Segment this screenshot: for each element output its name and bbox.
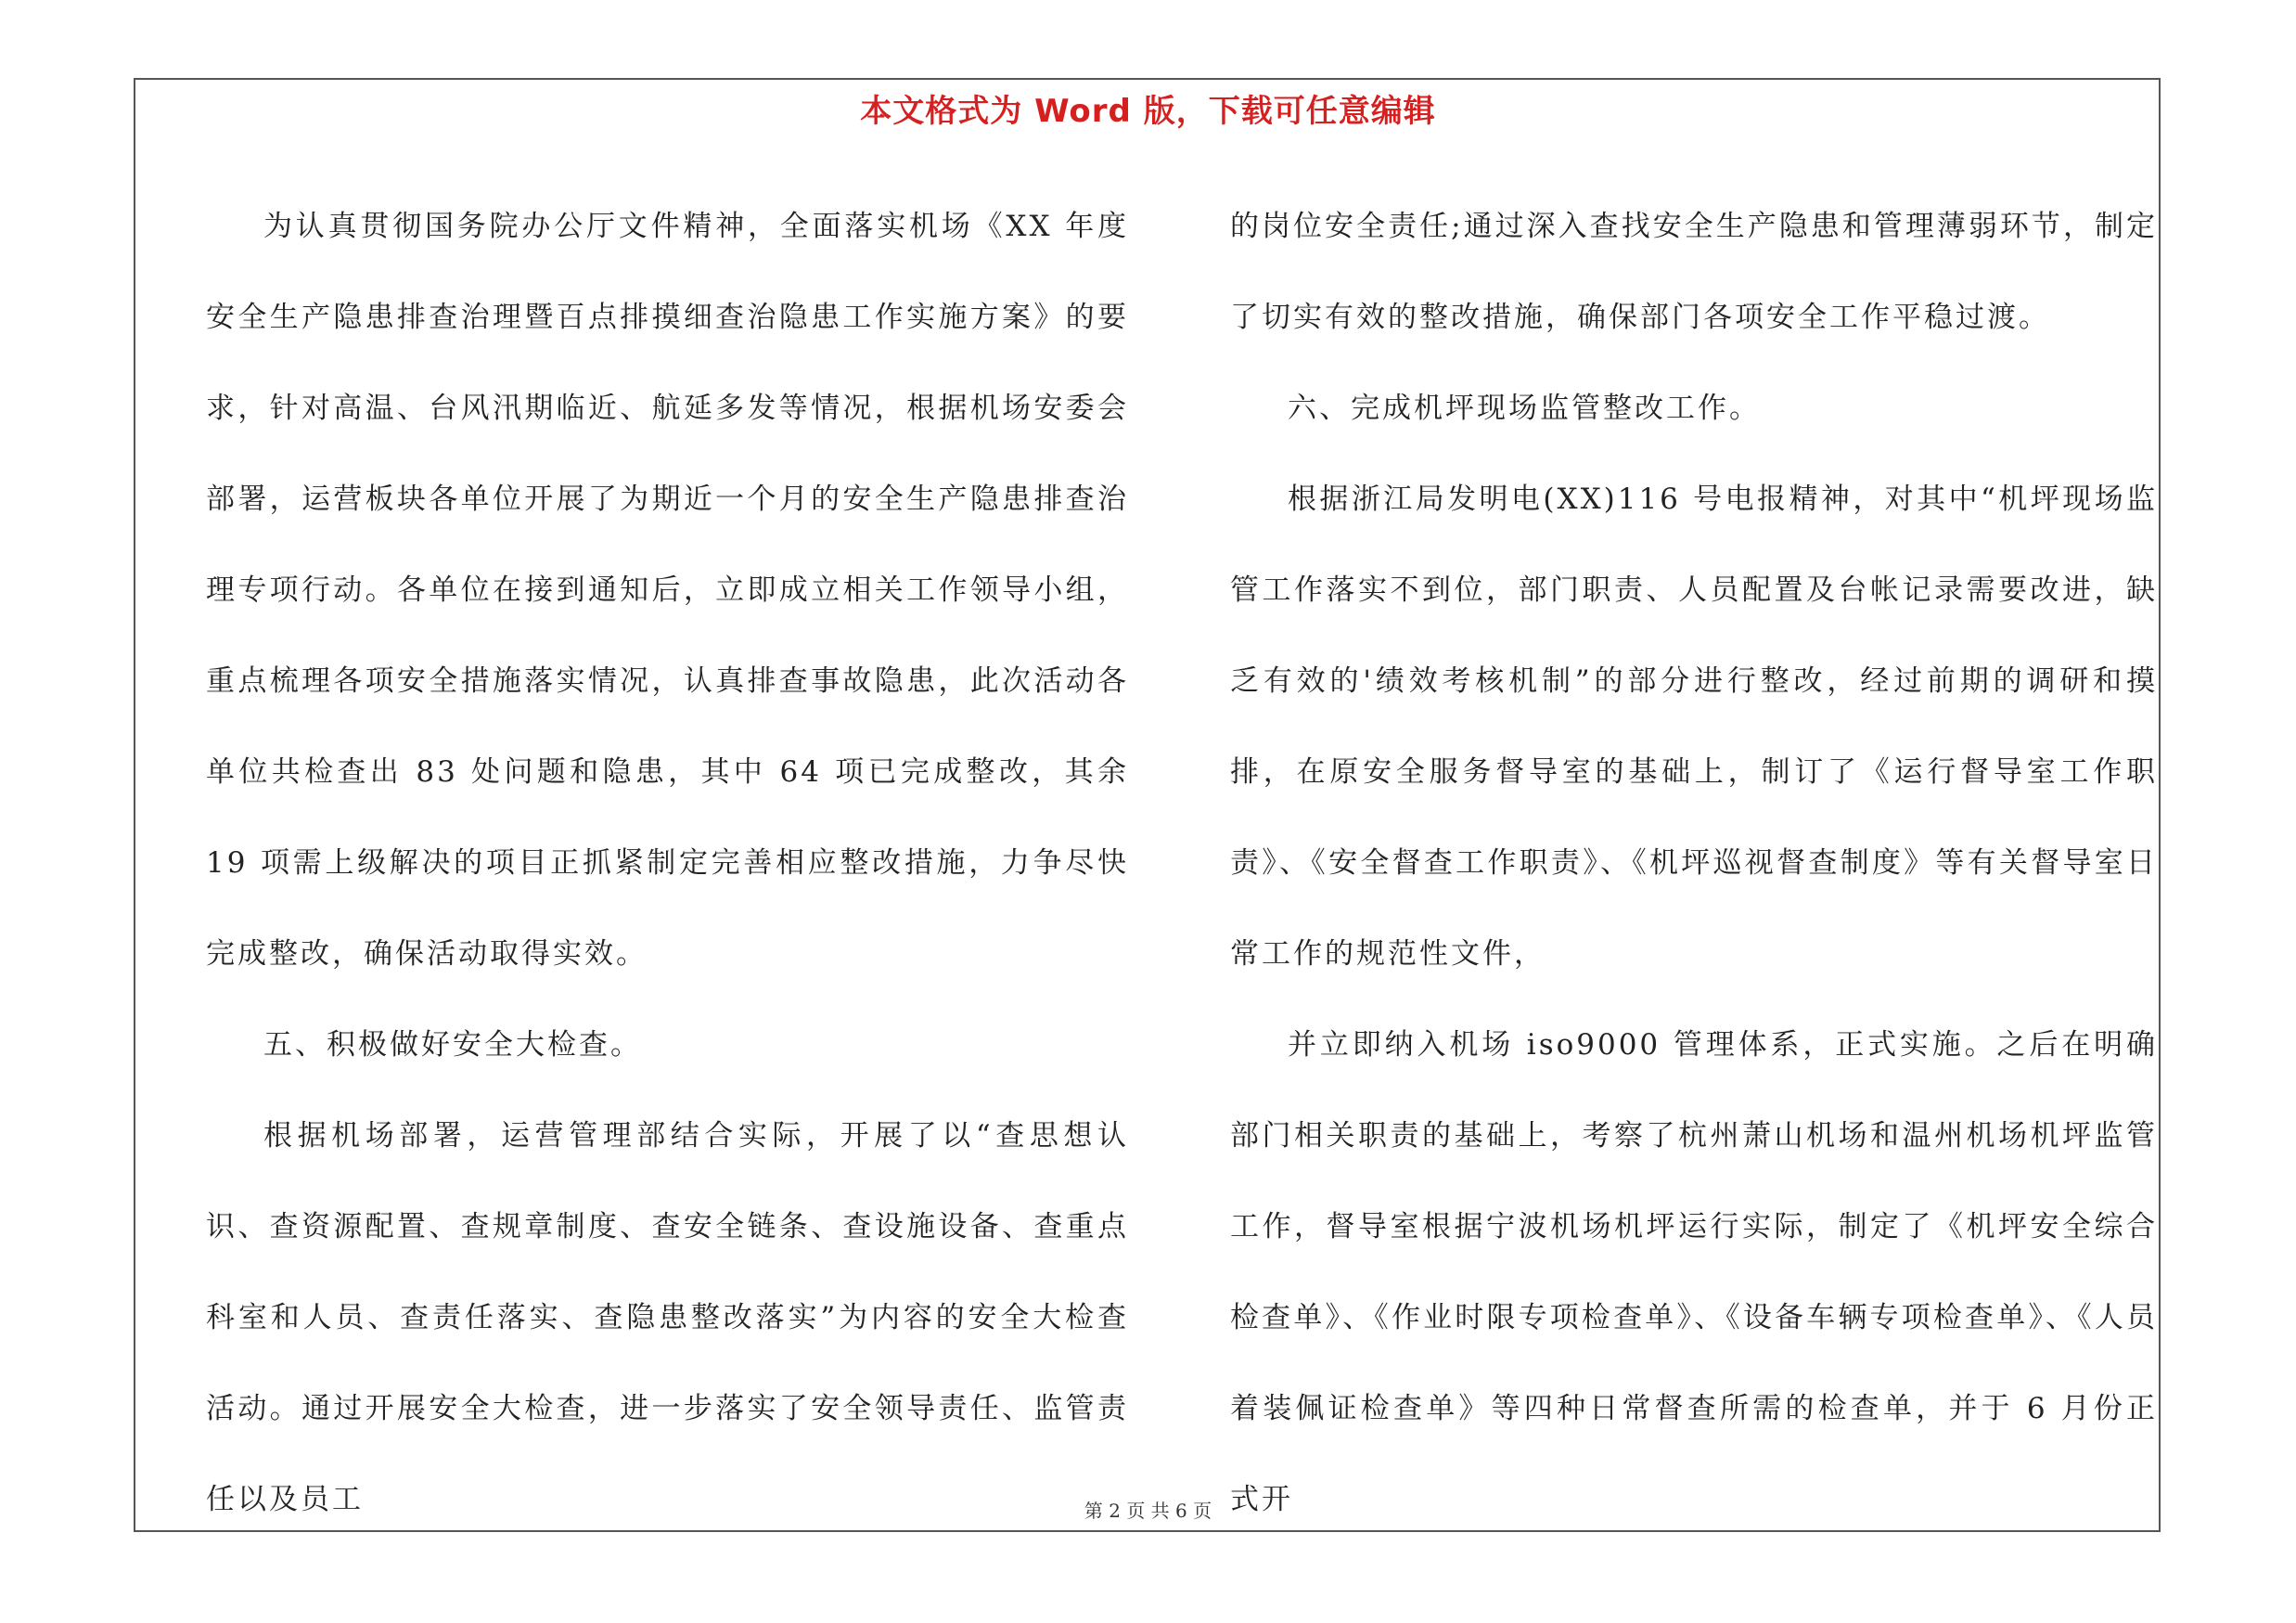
page-number: 第 2 页 共 6 页 <box>1084 1500 1212 1522</box>
section-heading-six: 六、完成机坪现场监管整改工作。 <box>1288 392 1761 425</box>
paragraph-apron-rectification: 根据浙江局发明电(XX)116 号电报精神，对其中“机坪现场监管工作落实不到位，部门职责、人员配置及台帐记录需要改进，缺乏有效的'绩效考核机制”的部分进行整改，经过前期的调研和摸排，在原安全服务督导室的基础上，制订了《运行督导室工作职责》、《安全督查工作职责》、《机坪巡视督查制度》等有关督导室日常工作的规范性文件， <box>1230 483 2158 971</box>
right-column <box>1230 181 2158 1545</box>
paragraph-inspection: 根据机场部署，运营管理部结合实际，开展了以“查思想认识、查资源配置、查规章制度、查安全链条、查设施设备、查重点科室和人员、查责任落实、查隐患整改落实”为内容的安全大检查活动。通过开展安全大检查，进一步落实了安全领导责任、监管责任以及员工 <box>206 1119 1129 1516</box>
left-column <box>206 181 1129 1545</box>
paragraph-iso9000: 并立即纳入机场 iso9000 管理体系，正式实施。之后在明确部门相关职责的基础上，考察了杭州萧山机场和温州机场机坪监管工作，督导室根据宁波机场机坪运行实际，制定了《机坪安全综合检查单》、《作业时限专项检查单》、《设备车辆专项检查单》、《人员着装佩证检查单》等四种日常督查所需的检查单，并于 6 月份正式开 <box>1230 1028 2158 1516</box>
format-banner: 本文格式为 Word 版，下载可任意编辑 <box>860 93 1436 130</box>
section-heading-five: 五、积极做好安全大检查。 <box>263 1028 642 1062</box>
paragraph-intro: 为认真贯彻国务院办公厅文件精神，全面落实机场《XX 年度安全生产隐患排查治理暨百点排摸细查治隐患工作实施方案》的要求，针对高温、台风汛期临近、航延多发等情况，根据机场安委会部署，运营板块各单位开展了为期近一个月的安全生产隐患排查治理专项行动。各单位在接到通知后，立即成立相关工作领导小组，重点梳理各项安全措施落实情况，认真排查事故隐患，此次活动各单位共检查出 83 处问题和隐患，其中 64 项已完成整改，其余 19 项需上级解决的项目正抓紧制定完善相应整改措施，力争尽快完成整改，确保活动取得实效。 <box>206 210 1129 971</box>
paragraph-continuation: 的岗位安全责任;通过深入查找安全生产隐患和管理薄弱环节，制定了切实有效的整改措施，确保部门各项安全工作平稳过渡。 <box>1230 210 2158 334</box>
